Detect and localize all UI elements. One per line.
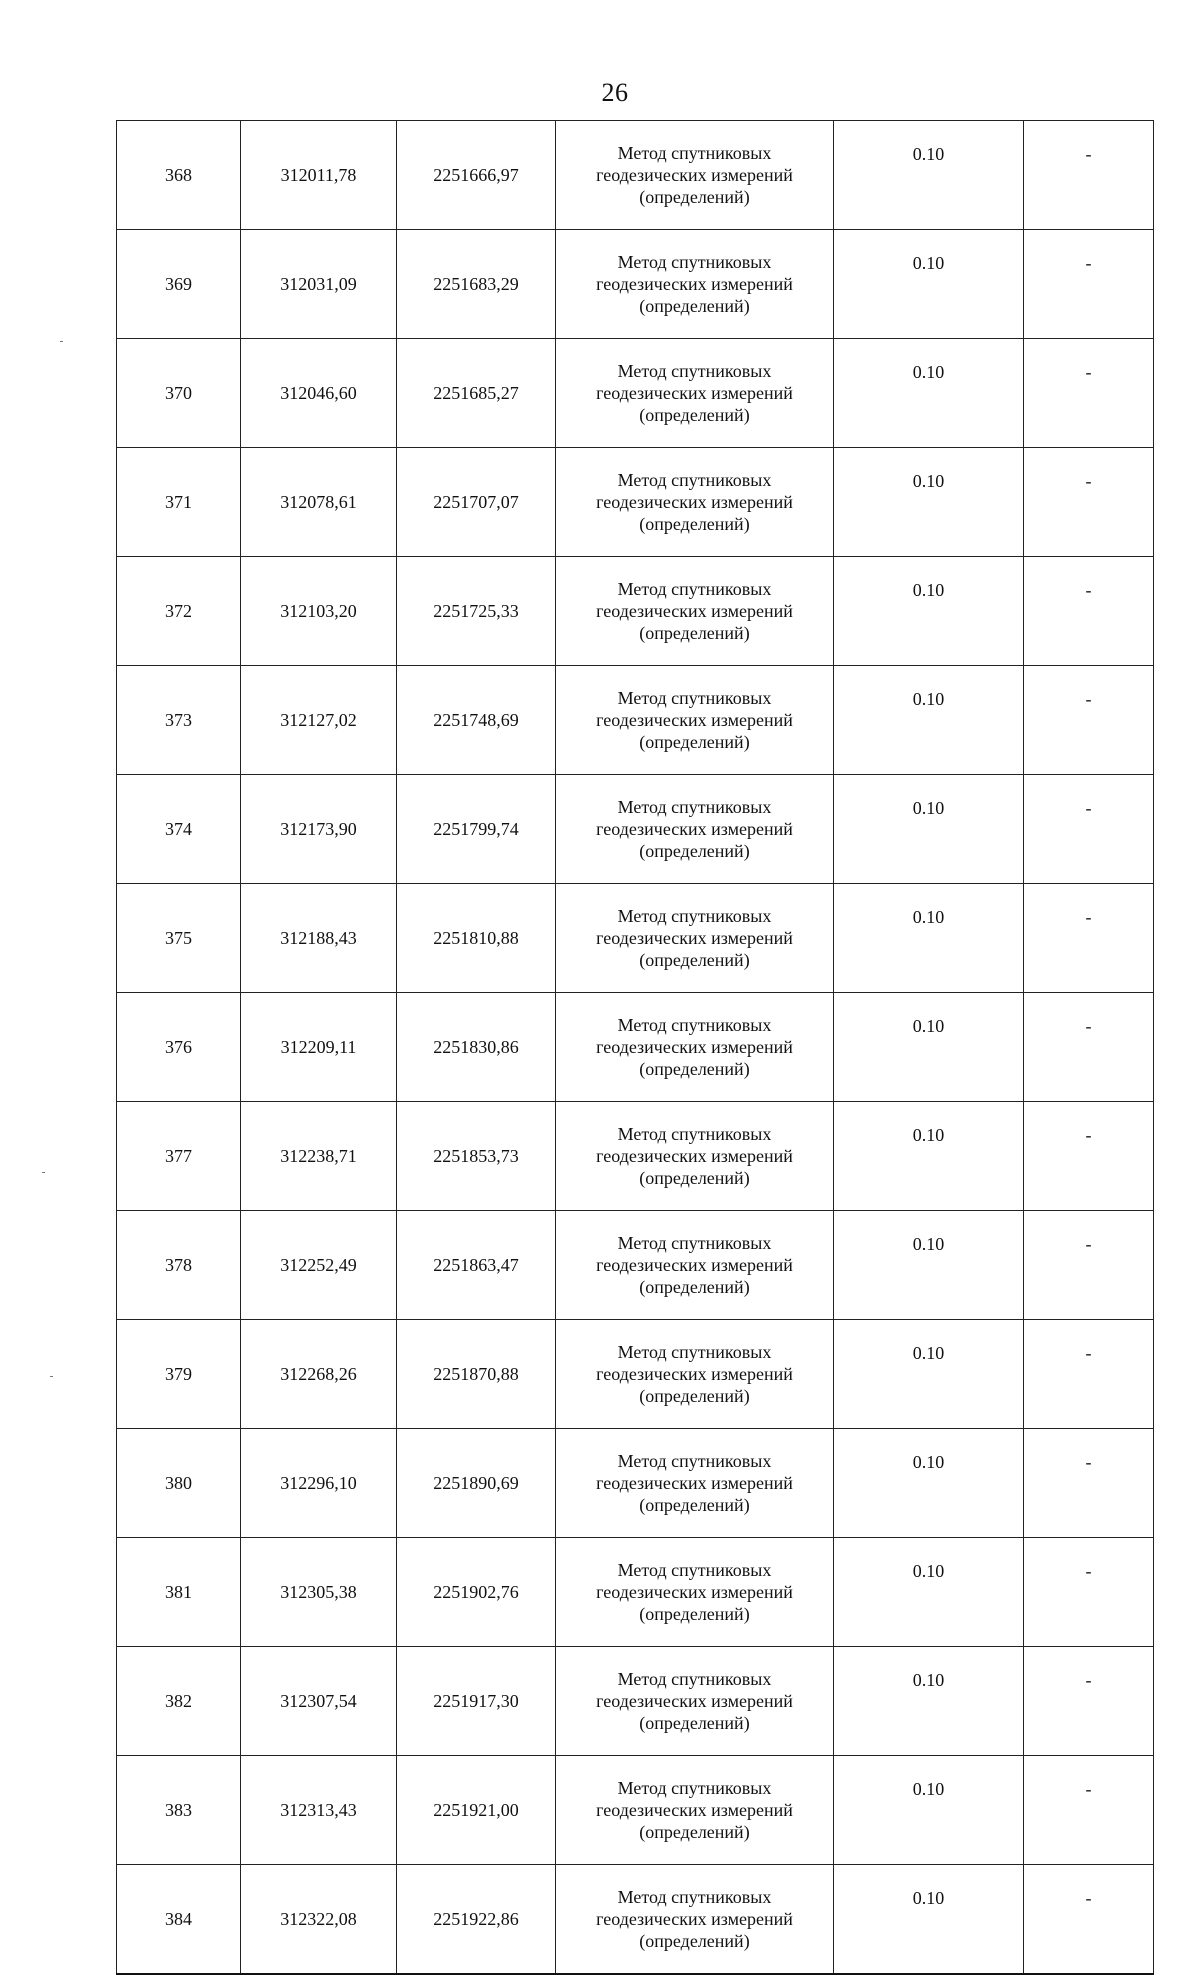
table-row (117, 1429, 1154, 1538)
method-text-line: Метод спутниковых (617, 1451, 772, 1471)
table-row (117, 884, 1154, 993)
method-text-line: геодезических измерений (596, 1364, 793, 1384)
table-body (117, 121, 1154, 1975)
y-coordinate-cell: 2251830,86 (397, 993, 556, 1102)
note-cell: - (1024, 448, 1154, 557)
y-coordinate-cell: 2251725,33 (397, 557, 556, 666)
method-text-line: (определений) (639, 732, 750, 752)
table-row (117, 557, 1154, 666)
method-text-line: (определений) (639, 1822, 750, 1842)
y-coordinate-cell: 2251902,76 (397, 1538, 556, 1647)
method-text-line: Метод спутниковых (617, 1669, 772, 1689)
method-text-line: Метод спутниковых (617, 1778, 772, 1798)
method-text-line: (определений) (639, 514, 750, 534)
note-cell: - (1024, 666, 1154, 775)
x-coordinate-cell: 312238,71 (241, 1102, 397, 1211)
note-cell: - (1024, 230, 1154, 339)
scan-speck (60, 341, 63, 342)
table-row (117, 230, 1154, 339)
precision-cell: 0.10 (834, 339, 1024, 448)
scan-speck (42, 1172, 45, 1173)
method-text-line: Метод спутниковых (617, 470, 772, 490)
method-text-line: (определений) (639, 623, 750, 643)
table-row (117, 1756, 1154, 1865)
y-coordinate-cell: 2251685,27 (397, 339, 556, 448)
point-number-cell: 369 (117, 230, 241, 339)
method-cell (556, 1756, 834, 1865)
method-text-line: Метод спутниковых (617, 579, 772, 599)
y-coordinate-cell: 2251870,88 (397, 1320, 556, 1429)
table-row (117, 775, 1154, 884)
x-coordinate-cell: 312313,43 (241, 1756, 397, 1865)
method-text-line: Метод спутниковых (617, 1233, 772, 1253)
note-cell: - (1024, 1429, 1154, 1538)
table-row (117, 993, 1154, 1102)
precision-cell: 0.10 (834, 121, 1024, 230)
method-cell (556, 1102, 834, 1211)
table-row (117, 339, 1154, 448)
note-cell: - (1024, 993, 1154, 1102)
method-cell (556, 557, 834, 666)
method-text-line: Метод спутниковых (617, 1124, 772, 1144)
method-text-line: (определений) (639, 1386, 750, 1406)
method-cell (556, 1429, 834, 1538)
y-coordinate-cell: 2251748,69 (397, 666, 556, 775)
precision-cell: 0.10 (834, 775, 1024, 884)
table-row (117, 1865, 1154, 1975)
method-text-line: Метод спутниковых (617, 1887, 772, 1907)
method-text-line: геодезических измерений (596, 492, 793, 512)
y-coordinate-cell: 2251810,88 (397, 884, 556, 993)
method-text-line: (определений) (639, 841, 750, 861)
x-coordinate-cell: 312307,54 (241, 1647, 397, 1756)
method-text-line: (определений) (639, 950, 750, 970)
page-number: 26 (601, 78, 629, 107)
note-cell: - (1024, 1756, 1154, 1865)
y-coordinate-cell: 2251853,73 (397, 1102, 556, 1211)
point-number-cell: 371 (117, 448, 241, 557)
method-cell (556, 884, 834, 993)
method-text-line: Метод спутниковых (617, 1342, 772, 1362)
x-coordinate-cell: 312011,78 (241, 121, 397, 230)
table-row (117, 1538, 1154, 1647)
precision-cell: 0.10 (834, 230, 1024, 339)
method-cell (556, 448, 834, 557)
y-coordinate-cell: 2251683,29 (397, 230, 556, 339)
precision-cell: 0.10 (834, 448, 1024, 557)
method-text-line: Метод спутниковых (617, 797, 772, 817)
table-row (117, 1647, 1154, 1756)
method-text-line: геодезических измерений (596, 1691, 793, 1711)
point-number-cell: 378 (117, 1211, 241, 1320)
y-coordinate-cell: 2251921,00 (397, 1756, 556, 1865)
note-cell: - (1024, 557, 1154, 666)
note-cell: - (1024, 1211, 1154, 1320)
y-coordinate-cell: 2251890,69 (397, 1429, 556, 1538)
precision-cell: 0.10 (834, 993, 1024, 1102)
method-text-line: Метод спутниковых (617, 252, 772, 272)
note-cell: - (1024, 1320, 1154, 1429)
point-number-cell: 368 (117, 121, 241, 230)
method-text-line: геодезических измерений (596, 1037, 793, 1057)
x-coordinate-cell: 312305,38 (241, 1538, 397, 1647)
x-coordinate-cell: 312127,02 (241, 666, 397, 775)
method-text-line: геодезических измерений (596, 1255, 793, 1275)
note-cell: - (1024, 1102, 1154, 1211)
y-coordinate-cell: 2251917,30 (397, 1647, 556, 1756)
method-cell (556, 1211, 834, 1320)
method-text-line: (определений) (639, 1495, 750, 1515)
method-cell (556, 121, 834, 230)
y-coordinate-cell: 2251799,74 (397, 775, 556, 884)
precision-cell: 0.10 (834, 884, 1024, 993)
precision-cell: 0.10 (834, 666, 1024, 775)
method-text-line: (определений) (639, 1931, 750, 1951)
scan-speck (50, 1376, 53, 1377)
method-text-line: геодезических измерений (596, 1582, 793, 1602)
method-cell (556, 666, 834, 775)
method-text-line: (определений) (639, 296, 750, 316)
method-cell (556, 775, 834, 884)
method-text-line: (определений) (639, 1604, 750, 1624)
note-cell: - (1024, 884, 1154, 993)
precision-cell: 0.10 (834, 1647, 1024, 1756)
precision-cell: 0.10 (834, 1865, 1024, 1975)
y-coordinate-cell: 2251707,07 (397, 448, 556, 557)
table-row (117, 448, 1154, 557)
method-text-line: геодезических измерений (596, 274, 793, 294)
method-text-line: геодезических измерений (596, 1909, 793, 1929)
note-cell: - (1024, 339, 1154, 448)
note-cell: - (1024, 1865, 1154, 1975)
method-cell (556, 1320, 834, 1429)
x-coordinate-cell: 312268,26 (241, 1320, 397, 1429)
note-cell: - (1024, 775, 1154, 884)
precision-cell: 0.10 (834, 1211, 1024, 1320)
method-text-line: геодезических измерений (596, 1800, 793, 1820)
method-text-line: геодезических измерений (596, 165, 793, 185)
x-coordinate-cell: 312103,20 (241, 557, 397, 666)
point-number-cell: 374 (117, 775, 241, 884)
point-number-cell: 370 (117, 339, 241, 448)
method-text-line: геодезических измерений (596, 601, 793, 621)
point-number-cell: 379 (117, 1320, 241, 1429)
method-cell (556, 1647, 834, 1756)
method-text-line: (определений) (639, 405, 750, 425)
method-text-line: Метод спутниковых (617, 143, 772, 163)
precision-cell: 0.10 (834, 1756, 1024, 1865)
method-text-line: геодезических измерений (596, 1146, 793, 1166)
method-text-line: Метод спутниковых (617, 361, 772, 381)
table-row (117, 1320, 1154, 1429)
x-coordinate-cell: 312188,43 (241, 884, 397, 993)
method-text-line: геодезических измерений (596, 819, 793, 839)
method-cell (556, 993, 834, 1102)
table-row (117, 121, 1154, 230)
point-number-cell: 375 (117, 884, 241, 993)
point-number-cell: 373 (117, 666, 241, 775)
x-coordinate-cell: 312031,09 (241, 230, 397, 339)
method-text-line: (определений) (639, 1713, 750, 1733)
point-number-cell: 372 (117, 557, 241, 666)
precision-cell: 0.10 (834, 1538, 1024, 1647)
y-coordinate-cell: 2251863,47 (397, 1211, 556, 1320)
x-coordinate-cell: 312078,61 (241, 448, 397, 557)
method-text-line: Метод спутниковых (617, 1015, 772, 1035)
table-row (117, 1211, 1154, 1320)
method-cell (556, 230, 834, 339)
precision-cell: 0.10 (834, 1320, 1024, 1429)
point-number-cell: 376 (117, 993, 241, 1102)
precision-cell: 0.10 (834, 1429, 1024, 1538)
note-cell: - (1024, 1538, 1154, 1647)
method-text-line: геодезических измерений (596, 928, 793, 948)
y-coordinate-cell: 2251666,97 (397, 121, 556, 230)
method-text-line: Метод спутниковых (617, 688, 772, 708)
x-coordinate-cell: 312252,49 (241, 1211, 397, 1320)
point-number-cell: 381 (117, 1538, 241, 1647)
method-text-line: Метод спутниковых (617, 1560, 772, 1580)
x-coordinate-cell: 312296,10 (241, 1429, 397, 1538)
point-number-cell: 382 (117, 1647, 241, 1756)
method-text-line: (определений) (639, 1277, 750, 1297)
note-cell: - (1024, 1647, 1154, 1756)
point-number-cell: 383 (117, 1756, 241, 1865)
method-text-line: (определений) (639, 1059, 750, 1079)
table-row (117, 1102, 1154, 1211)
note-cell: - (1024, 121, 1154, 230)
point-number-cell: 384 (117, 1865, 241, 1975)
point-number-cell: 377 (117, 1102, 241, 1211)
method-cell (556, 1865, 834, 1975)
x-coordinate-cell: 312173,90 (241, 775, 397, 884)
method-text-line: Метод спутниковых (617, 906, 772, 926)
precision-cell: 0.10 (834, 557, 1024, 666)
method-text-line: геодезических измерений (596, 1473, 793, 1493)
method-text-line: (определений) (639, 1168, 750, 1188)
x-coordinate-cell: 312322,08 (241, 1865, 397, 1975)
method-text-line: (определений) (639, 187, 750, 207)
point-number-cell: 380 (117, 1429, 241, 1538)
y-coordinate-cell: 2251922,86 (397, 1865, 556, 1975)
method-text-line: геодезических измерений (596, 710, 793, 730)
table-row (117, 666, 1154, 775)
x-coordinate-cell: 312209,11 (241, 993, 397, 1102)
method-text-line: геодезических измерений (596, 383, 793, 403)
method-cell (556, 339, 834, 448)
method-cell (556, 1538, 834, 1647)
precision-cell: 0.10 (834, 1102, 1024, 1211)
x-coordinate-cell: 312046,60 (241, 339, 397, 448)
